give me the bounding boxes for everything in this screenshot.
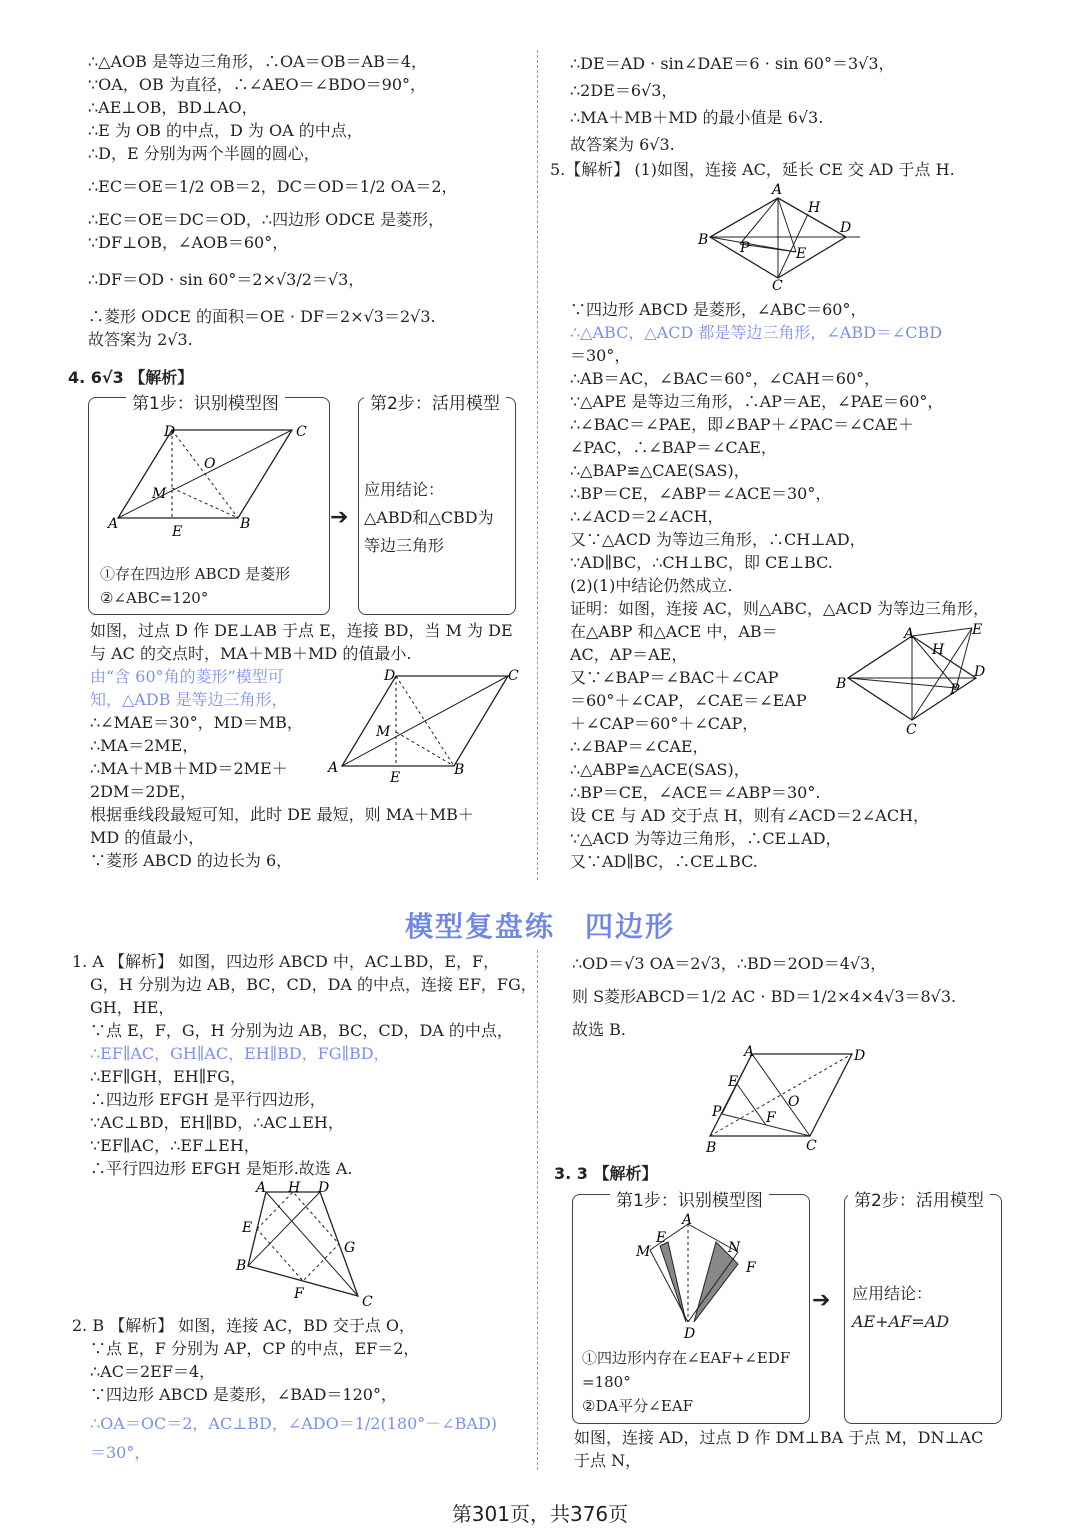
svg-text:D: D (384, 668, 396, 684)
line: 与 AC 的交点时，MA＋MB＋MD 的值最小. (90, 644, 412, 663)
q3-kite-diagram (620, 1212, 770, 1342)
svg-text:B: B (706, 1140, 717, 1156)
svg-text:C: C (806, 1138, 817, 1154)
q4-step2-title: 第2步：活用模型 (364, 389, 506, 414)
line: ＝60°＋∠CAP，∠CAE＝∠EAP (570, 691, 807, 710)
line: 2DM＝2DE， (90, 782, 197, 801)
svg-text:M: M (152, 486, 167, 502)
line: 在△ABP 和△ACE 中，AB＝ (570, 622, 778, 641)
page-footer: 第301页，共376页 (451, 1502, 629, 1526)
q3-step1-notes (582, 1346, 790, 1418)
svg-text:C: C (772, 278, 783, 294)
svg-text:D: D (840, 220, 852, 236)
b2-rhombus-diagram (700, 1044, 880, 1156)
line: 又∵AD∥BC，∴CE⊥BC. (570, 852, 758, 871)
line: ∴EC＝OE＝1/2 OB＝2，DC＝OD＝1/2 OA＝2， (88, 177, 458, 196)
line: ∴BP＝CE，∠ABP＝∠ACE＝30°， (570, 484, 832, 503)
line: ∴DF＝OD · sin 60°＝2×√3/2＝√3， (88, 270, 365, 289)
svg-text:O: O (788, 1094, 800, 1110)
svg-text:A: A (328, 760, 339, 776)
line: 证明：如图，连接 AC，则△ABC，△ACD 为等边三角形， (570, 599, 990, 618)
q4-step1-title: 第1步：识别模型图 (126, 389, 285, 414)
svg-text:B: B (240, 516, 251, 532)
svg-text:N: N (728, 1240, 741, 1256)
note-line: ①四边形内存在∠EAF+∠EDF (582, 1349, 791, 1367)
column-divider-2 (537, 950, 538, 1470)
q4-rhombus-diagram (100, 418, 320, 538)
svg-text:G: G (344, 1240, 356, 1256)
line: ∴AC＝2EF＝4， (90, 1362, 216, 1381)
line: 又∵∠BAP＝∠BAC＋∠CAP (570, 668, 779, 687)
line: 根据垂线段最短可知，此时 DE 最短，则 MA＋MB＋ (90, 805, 474, 824)
line: ∴△ABP≌△ACE(SAS)， (570, 760, 750, 779)
line: ∵△APE 是等边三角形，∴AP＝AE，∠PAE＝60°， (570, 392, 944, 411)
line: ∵菱形 ABCD 的边长为 6， (90, 851, 293, 870)
svg-text:E: E (972, 622, 983, 638)
left-top-text (88, 50, 528, 351)
line: ∴∠BAC＝∠PAE，即∠BAP＋∠PAC＝∠CAE＋ (570, 415, 914, 434)
svg-text:E: E (390, 770, 401, 786)
line: AC，AP＝AE， (570, 645, 688, 664)
highlight-line: ∴△ABC，△ACD 都是等边三角形，∠ABD＝∠CBD (570, 323, 943, 342)
line: G，H 分别为边 AB，BC，CD，DA 的中点，连接 EF，FG， (90, 975, 537, 994)
note-line: ②∠ABC=120° (100, 589, 209, 607)
svg-text:A: A (904, 626, 915, 642)
line: 如图，连接 AD，过点 D 作 DM⊥BA 于点 M，DN⊥AC (574, 1428, 984, 1447)
svg-text:M: M (636, 1244, 651, 1260)
svg-text:F: F (746, 1260, 756, 1276)
line: ＝30°， (570, 346, 631, 365)
svg-text:C: C (296, 424, 307, 440)
svg-text:B: B (454, 762, 465, 778)
q3-tail (574, 1426, 1014, 1472)
line: 又∵△ACD 为等边三角形，∴CH⊥AD， (570, 530, 866, 549)
svg-text:D: D (854, 1048, 866, 1064)
line: ∵△ACD 为等边三角形，∴CE⊥AD， (570, 829, 842, 848)
q3-step1-title: 第1步：识别模型图 (610, 1186, 769, 1211)
svg-text:H: H (288, 1180, 301, 1196)
line: ∴△BAP≌△CAE(SAS)， (570, 461, 750, 480)
q3-heading: 3. 3 【解析】 (554, 1164, 658, 1183)
arrow-icon: ➔ (812, 1288, 831, 1313)
svg-text:E: E (242, 1220, 253, 1236)
line: (2)(1)中结论仍然成立. (570, 576, 733, 595)
svg-text:P: P (740, 240, 750, 256)
svg-text:E: E (796, 246, 807, 262)
line: 1. A 【解析】 如图，四边形 ABCD 中，AC⊥BD，E，F， (72, 952, 500, 971)
q5-body (570, 298, 1010, 873)
line: ∴BP＝CE，∠ACE＝∠ABP＝30°. (570, 783, 821, 802)
q4-step2-text (364, 476, 494, 560)
line: ∵四边形 ABCD 是菱形，∠BAD＝120°， (90, 1385, 397, 1404)
highlight-line: 知，△ADB 是等边三角形， (90, 690, 288, 709)
highlight-line: ∴EF∥AC，GH∥AC，EH∥BD，FG∥BD， (90, 1044, 390, 1063)
svg-text:H: H (932, 642, 945, 658)
note-line: ①存在四边形 ABCD 是菱形 (100, 565, 291, 583)
line: 如图，过点 D 作 DE⊥AB 于点 E，连接 BD，当 M 为 DE (90, 621, 513, 640)
svg-text:P: P (712, 1104, 722, 1120)
svg-text:D: D (164, 424, 176, 440)
line: ∴EF∥GH，EH∥FG， (90, 1067, 246, 1086)
svg-text:C: C (362, 1294, 373, 1310)
line: ∠PAC，∴∠BAP＝∠CAE， (570, 438, 777, 457)
line: ∵AD∥BC，∴CH⊥BC，即 CE⊥BC. (570, 553, 833, 572)
line: ∴MA＝2ME， (90, 736, 199, 755)
line: 2. B 【解析】 如图，连接 AC，BD 交于点 O， (72, 1316, 416, 1335)
q3-step2-title: 第2步：活用模型 (848, 1186, 990, 1211)
svg-text:P: P (950, 682, 960, 698)
svg-text:B: B (836, 676, 847, 692)
svg-text:E: E (728, 1074, 739, 1090)
note-line: 应用结论： (852, 1284, 933, 1303)
q4-rhombus-diagram-2 (326, 664, 522, 786)
q5-head: 5.【解析】 (1)如图，连接 AC，延长 CE 交 AD 于点 H. (550, 160, 955, 179)
line: ∴E 为 OB 的中点，D 为 OA 的中点， (88, 121, 363, 140)
q3-step2-text (852, 1280, 949, 1336)
svg-text:D: D (974, 664, 986, 680)
svg-text:F: F (766, 1110, 776, 1126)
b1-quadrilateral-diagram (228, 1180, 388, 1310)
svg-text:A: A (772, 182, 783, 198)
svg-text:F: F (294, 1286, 304, 1302)
svg-text:C: C (906, 722, 917, 738)
svg-text:D: D (318, 1180, 330, 1196)
svg-text:A: A (256, 1180, 267, 1196)
line: ∴D，E 分别为两个半圆的圆心， (88, 144, 320, 163)
svg-text:A: A (108, 516, 119, 532)
line: ∴四边形 EFGH 是平行四边形， (90, 1090, 326, 1109)
note-line: 应用结论： (364, 480, 445, 499)
line: ∴MA＋MB＋MD＝2ME＋ (90, 759, 288, 778)
q5-heading (550, 158, 955, 181)
svg-text:M: M (376, 724, 391, 740)
b-right-text (572, 952, 1012, 1041)
svg-text:O: O (204, 456, 216, 472)
svg-text:D: D (684, 1326, 696, 1342)
line: ∴AB＝AC，∠BAC＝60°，∠CAH＝60°， (570, 369, 881, 388)
svg-text:A: A (682, 1212, 693, 1228)
q5-part2-diagram (832, 622, 992, 740)
line: GH，HE， (90, 998, 175, 1017)
note-line: =180° (582, 1373, 631, 1391)
line: ∴AE⊥OB，BD⊥AO， (88, 98, 258, 117)
line: ∴2DE＝6√3， (570, 81, 678, 100)
line: ∴∠BAP＝∠CAE， (570, 737, 709, 756)
section-title: 模型复盘练 四边形 (404, 910, 675, 943)
line: ∵EF∥AC，∴EF⊥EH， (90, 1136, 260, 1155)
column-divider (537, 50, 538, 880)
line: 于点 N， (574, 1451, 642, 1470)
line: ∵四边形 ABCD 是菱形，∠ABC＝60°， (570, 300, 867, 319)
line: ∵点 E，F 分别为 AP，CP 的中点，EF＝2， (90, 1339, 420, 1358)
svg-text:B: B (698, 232, 709, 248)
b2-text (72, 1314, 532, 1464)
line: ∴平行四边形 EFGH 是矩形.故选 A. (90, 1159, 353, 1178)
svg-text:C: C (508, 668, 519, 684)
note-line: ②DA平分∠EAF (582, 1397, 694, 1415)
line: ∴菱形 ODCE 的面积＝OE · DF＝2×√3＝2√3. (88, 307, 436, 326)
arrow-icon: ➔ (330, 505, 349, 530)
right-top-text (570, 52, 1010, 156)
line: ∴OD＝√3 OA＝2√3，∴BD＝2OD＝4√3， (572, 954, 887, 973)
line: ∵点 E，F，G，H 分别为边 AB，BC，CD，DA 的中点， (90, 1021, 513, 1040)
note-line: 等边三角形 (364, 536, 445, 555)
q4-heading: 4. 6√3 【解析】 (68, 368, 194, 387)
line: 故选 B. (572, 1020, 626, 1039)
q5-rhombus-diagram (696, 182, 866, 294)
highlight-line: ∴OA＝OC＝2，AC⊥BD，∠ADO＝1/2(180°－∠BAD) (90, 1414, 498, 1433)
line: 设 CE 与 AD 交于点 H，则有∠ACD＝2∠ACH， (570, 806, 930, 825)
line: MD 的值最小， (90, 828, 205, 847)
line: 故答案为 6√3. (570, 135, 675, 154)
line: ∴MA＋MB＋MD 的最小值是 6√3. (570, 108, 824, 127)
q4-step1-notes (100, 562, 290, 610)
highlight-line: 由“含 60°角的菱形”模型可 (90, 667, 284, 686)
svg-text:E: E (656, 1230, 667, 1246)
line: ∴EC＝OE＝DC＝OD，∴四边形 ODCE 是菱形， (88, 210, 445, 229)
line: ＋∠CAP＝60°＋∠CAP， (570, 714, 759, 733)
note-line: △ABD和△CBD为 (364, 508, 494, 527)
line: ∴DE＝AD · sin∠DAE＝6 · sin 60°＝3√3， (570, 54, 895, 73)
svg-text:E: E (172, 524, 183, 538)
line: ∵DF⊥OB，∠AOB＝60°， (88, 233, 289, 252)
b1-text (72, 950, 537, 1180)
line: 故答案为 2√3. (88, 330, 193, 349)
line: ∴△AOB 是等边三角形，∴OA＝OB＝AB＝4， (88, 52, 428, 71)
line: ∴∠MAE＝30°，MD＝MB， (90, 713, 303, 732)
line: ∴∠ACD＝2∠ACH， (570, 507, 724, 526)
line: ∵OA，OB 为直径，∴∠AEO＝∠BDO＝90°， (88, 75, 427, 94)
svg-text:A: A (744, 1044, 755, 1060)
svg-text:B: B (236, 1258, 247, 1274)
note-line: AE+AF=AD (852, 1312, 950, 1331)
svg-text:H: H (808, 200, 821, 216)
line: 则 S菱形ABCD＝1/2 AC · BD＝1/2×4×4√3＝8√3. (572, 987, 957, 1006)
highlight-line: ＝30°， (90, 1443, 151, 1462)
line: ∵AC⊥BD，EH∥BD，∴AC⊥EH， (90, 1113, 344, 1132)
